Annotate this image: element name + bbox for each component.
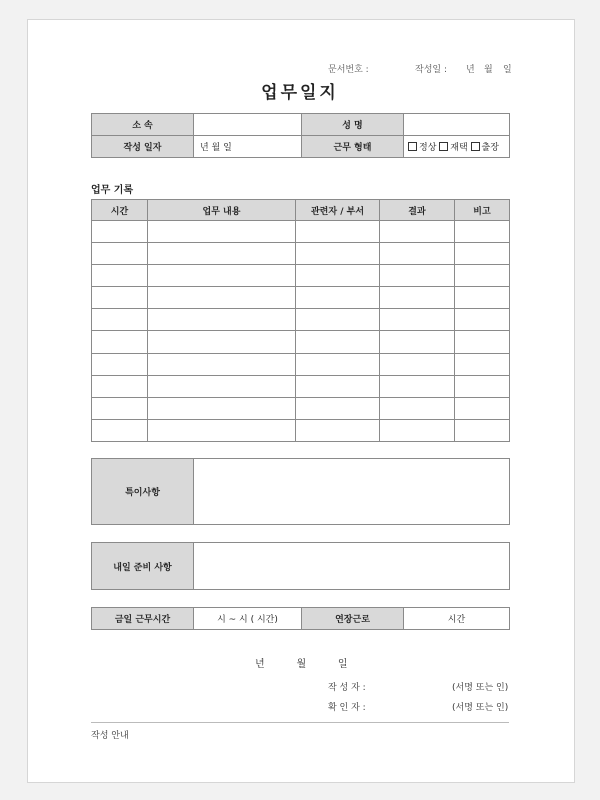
table-cell[interactable] [455,287,510,309]
table-cell[interactable] [92,221,148,243]
table-cell[interactable] [455,331,510,353]
table-cell[interactable] [296,331,380,353]
table-cell[interactable] [92,287,148,309]
table-cell[interactable] [148,353,296,375]
table-cell[interactable] [380,353,455,375]
dept-field[interactable] [194,114,302,136]
table-cell[interactable] [148,221,296,243]
table-cell[interactable] [148,419,296,441]
table-cell[interactable] [296,221,380,243]
col-result: 결과 [380,200,455,221]
table-cell[interactable] [380,375,455,397]
date-label: 작성 일자 [92,136,194,158]
table-cell[interactable] [380,309,455,331]
worktype-option-normal[interactable]: 정상 [408,143,436,153]
table-cell[interactable] [455,221,510,243]
table-cell[interactable] [380,419,455,441]
table-cell[interactable] [296,309,380,331]
checkbox-icon [439,142,448,151]
table-cell[interactable] [296,397,380,419]
worktype-option-trip[interactable]: 출장 [471,143,499,153]
table-cell[interactable] [148,375,296,397]
table-cell[interactable] [380,265,455,287]
work-hours-label: 금일 근무시간 [92,608,194,630]
table-cell[interactable] [148,309,296,331]
table-cell[interactable] [148,243,296,265]
written-month: 월 [484,65,493,75]
worktype-option-remote[interactable]: 재택 [439,143,467,153]
written-date-label: 작성일 : [415,65,447,75]
table-cell[interactable] [296,353,380,375]
table-cell[interactable] [92,419,148,441]
table-cell[interactable] [92,265,148,287]
writer-label: 작 성 자 : [328,683,366,693]
table-cell[interactable] [92,397,148,419]
table-row [92,309,510,331]
work-hours-table [91,607,510,630]
name-label: 성 명 [302,114,404,136]
checkbox-icon [471,142,480,151]
overtime-field[interactable]: 시간 [404,608,510,630]
table-row [92,287,510,309]
work-hours-field[interactable]: 시 ~ 시 ( 시간) [194,608,302,630]
worktype-options [404,136,510,158]
writer-sign: (서명 또는 인) [452,683,509,693]
table-row [92,221,510,243]
log-section-title: 업무 기록 [91,185,134,196]
table-cell[interactable] [455,397,510,419]
table-row [92,331,510,353]
table-header-row [92,200,510,221]
table-cell[interactable] [148,397,296,419]
table-cell[interactable] [296,287,380,309]
table-cell[interactable] [148,287,296,309]
table-cell[interactable] [296,243,380,265]
table-row [92,265,510,287]
table-cell[interactable] [148,331,296,353]
table-cell[interactable] [455,353,510,375]
col-task: 업무 내용 [148,200,296,221]
table-cell[interactable] [455,375,510,397]
table-cell[interactable] [296,419,380,441]
table-cell[interactable] [380,243,455,265]
checker-label: 확 인 자 : [328,703,366,713]
special-notes-label: 특이사항 [92,459,194,525]
table-cell[interactable] [380,331,455,353]
table-cell[interactable] [148,265,296,287]
table-row [92,353,510,375]
checkbox-icon [408,142,417,151]
table-cell[interactable] [92,309,148,331]
written-year: 년 [466,65,475,75]
table-cell[interactable] [455,309,510,331]
table-row [92,397,510,419]
date-field[interactable]: 년 월 일 [194,136,302,158]
table-cell[interactable] [296,265,380,287]
guide-label: 작성 안내 [91,731,129,741]
table-cell[interactable] [92,353,148,375]
table-cell[interactable] [380,397,455,419]
overtime-label: 연장근로 [302,608,404,630]
worktype-label: 근무 형태 [302,136,404,158]
table-cell[interactable] [380,221,455,243]
table-cell[interactable] [455,265,510,287]
table-cell[interactable] [455,419,510,441]
special-notes-field[interactable] [194,459,510,525]
checker-sign: (서명 또는 인) [452,703,509,713]
col-related: 관련자 / 부서 [296,200,380,221]
footer-date: 년 월 일 [255,659,348,670]
doc-number-label: 문서번호 : [328,65,369,75]
table-row [92,419,510,441]
tomorrow-prep-label: 내일 준비 사항 [92,543,194,590]
table-cell[interactable] [296,375,380,397]
tomorrow-prep-field[interactable] [194,543,510,590]
col-time: 시간 [92,200,148,221]
work-log-table [91,199,510,442]
special-notes-table [91,458,510,525]
info-table [91,113,510,158]
tomorrow-prep-table [91,542,510,590]
written-day: 일 [503,65,512,75]
name-field[interactable] [404,114,510,136]
dept-label: 소 속 [92,114,194,136]
page-title: 업무일지 [261,83,339,103]
table-cell[interactable] [380,287,455,309]
table-cell[interactable] [92,375,148,397]
table-cell[interactable] [92,331,148,353]
footer-divider [91,722,509,723]
table-row [92,243,510,265]
table-row [92,375,510,397]
table-cell[interactable] [92,243,148,265]
table-cell[interactable] [455,243,510,265]
col-remarks: 비고 [455,200,510,221]
